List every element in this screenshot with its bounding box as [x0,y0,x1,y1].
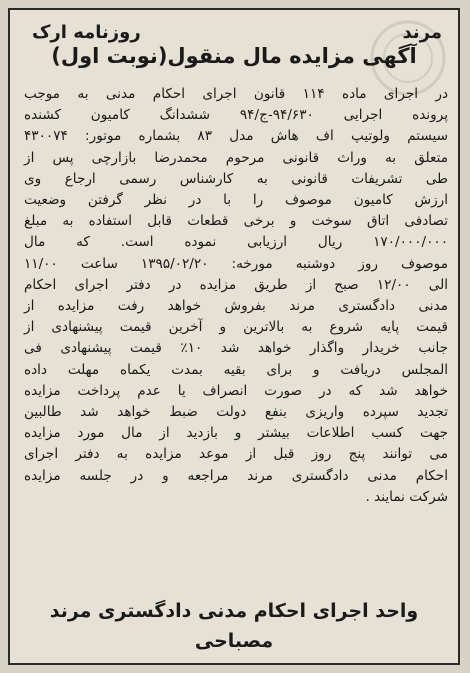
body-line: احکام مدنی دادگستری مرند مراجعه و در جلسه مزایده [24,467,448,484]
body-line: می توانند پنج روز قبل از موعد مزایده به دفتر اجرای [24,446,448,463]
announcement-body [24,84,448,508]
body-line: الی ۱۲/۰۰ صبح از طریق مزایده در دفتر اجرای احکام [24,276,449,293]
body-line: ۱۷۰/۰۰۰/۰۰۰ ریال ارزیابی نموده است. که مال [24,234,448,251]
body-line: موصوف روز دوشنبه مورخه: ۱۳۹۵/۰۲/۲۰ ساعت ۱۱/۰۰ [24,255,448,272]
body-line: تجدید سپرده واریزی بنفع دولت ضبط خواهد شد طالبین [24,404,448,421]
body-line: قیمت پایه شروع به بالاترین و آخرین قیمت پیشنهادی از [24,319,448,336]
body-line: مدنی دادگستری مرند بفروش خواهد رفت مزایده از [24,298,448,315]
announcement-title: آگهی مزایده مال منقول(نوبت اول) [51,44,417,68]
newspaper-name: روزنامه ارک [32,22,141,43]
body-line: شرکت نمایند . [365,488,448,505]
body-line: تصادفی اتاق سوخت و برخی قطعات قابل استفاده به مبلغ [24,213,448,230]
body-line: طی تشریفات قانونی به کارشناس رسمی ارجاع وی [24,170,448,187]
city-name: مرند [402,22,442,43]
signatory-name: مصباحی [194,630,274,652]
body-line: جهت کسب اطلاعات بیشتر و بازدید از مال مورد مزایده [24,425,448,442]
body-line: خواهد شد که در صورت انصراف یا عدم پرداخت مزایده [24,382,448,399]
body-line: جانب خریدار واگذار خواهد شد ۱۰٪ قیمت پیشنهادی فی [24,340,448,357]
body-line: المجلس دریافت و برای بقیه بمدت یکماه مهلت داده [24,361,448,378]
body-line: پرونده اجرایی ۹۴/۶۳۰-ج/۹۴ ششدانگ کامیون کشنده [24,107,448,124]
signature-block [10,596,458,656]
body-line: در اجرای ماده ۱۱۴ قانون اجرای احکام مدنی به موجب [24,86,449,102]
body-line: ارزش کامیون موصوف را با در نظر گرفتن وضعیت [24,192,448,209]
newspaper-clipping [8,8,460,665]
body-line: سیستم ولوتیپ اف هاش مدل ۸۳ بشماره موتور: ۴۳۰۰۷۴ [24,128,448,145]
issuing-office: واحد اجرای احکام مدنی دادگستری مرند [49,600,419,622]
body-line: متعلق به وراث قانونی مرحوم محمدرضا بازارچی پس از [24,149,448,166]
